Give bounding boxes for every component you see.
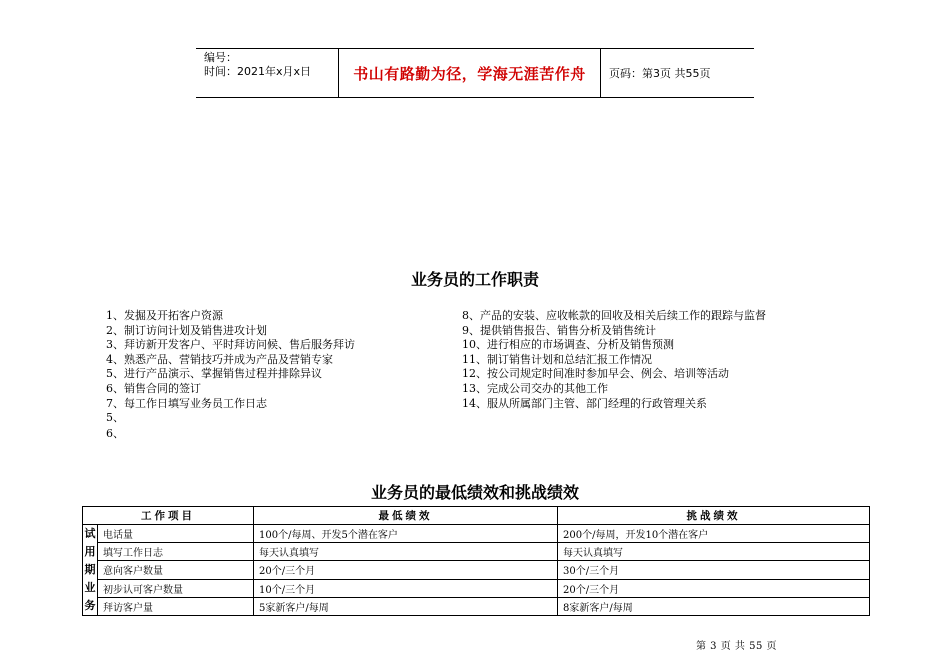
header-info <box>196 49 339 97</box>
group-label-char: 务 <box>84 599 96 612</box>
group-label <box>83 525 98 616</box>
cell-item: 填写工作日志 <box>98 543 254 561</box>
cell-min: 5家新客户/每周 <box>254 597 558 615</box>
performance-title: 业务员的最低绩效和挑战绩效 <box>370 483 579 502</box>
number-label: 编号： <box>204 51 237 64</box>
table-row <box>83 561 870 579</box>
performance-table <box>82 506 870 616</box>
table-row <box>83 543 870 561</box>
header-min-performance: 最低绩效 <box>254 507 558 525</box>
group-label-char: 业 <box>84 581 96 594</box>
duty-item: 8、产品的安装、应收帐款的回收及相关后续工作的跟踪与监督 <box>462 309 766 322</box>
table-row <box>83 579 870 597</box>
duties-right-list <box>462 309 766 411</box>
cell-challenge: 每天认真填写 <box>558 543 870 561</box>
cell-challenge: 8家新客户/每周 <box>558 597 870 615</box>
cell-item: 电话量 <box>98 525 254 543</box>
duty-item: 4、熟悉产品、营销技巧并成为产品及营销专家 <box>106 352 333 366</box>
group-label-char: 期 <box>84 563 96 576</box>
group-label-char: 试 <box>84 527 96 540</box>
table-row <box>83 525 870 543</box>
cell-min: 20个/三个月 <box>254 561 558 579</box>
header-motto: 书山有路勤为径，学海无涯苦作舟 <box>339 49 601 97</box>
duty-item: 5、 <box>106 411 124 425</box>
cell-item: 拜访客户量 <box>98 597 254 615</box>
duty-item: 5、进行产品演示、掌握销售过程并排除异议 <box>106 367 322 381</box>
duties-left-list <box>106 309 355 426</box>
duty-item: 7、每工作日填写业务员工作日志 <box>106 396 267 410</box>
duty-item: 14、服从所属部门主管、部门经理的行政管理关系 <box>462 396 707 410</box>
header-work-item: 工作项目 <box>83 507 254 525</box>
cell-challenge: 200个/每周，开发10个潜在客户 <box>558 525 870 543</box>
header-challenge-performance: 挑战绩效 <box>558 507 870 525</box>
header-page-code: 页码：第3页 共55页 <box>609 67 711 80</box>
cell-challenge: 20个/三个月 <box>558 579 870 597</box>
table-row <box>83 597 870 615</box>
duty-item: 13、完成公司交办的其他工作 <box>462 381 608 395</box>
page-header <box>196 48 754 98</box>
duty-item: 12、按公司规定时间准时参加早会、例会、培训等活动 <box>462 367 729 381</box>
duty-item: 3、拜访新开发客户、平时拜访问候、售后服务拜访 <box>106 338 355 352</box>
table-header-row <box>83 507 870 525</box>
clipped-duty: 6、 <box>106 427 124 440</box>
duty-item: 6、销售合同的签订 <box>106 381 201 395</box>
page-footer: 第 3 页 共 55 页 <box>696 641 777 652</box>
time-label: 时间：2021年x月x日 <box>204 65 312 78</box>
duty-item: 10、进行相应的市场调查、分析及销售预测 <box>462 338 674 352</box>
duty-item: 9、提供销售报告、销售分析及销售统计 <box>462 323 656 337</box>
duty-item: 2、制订访问计划及销售进攻计划 <box>106 323 267 337</box>
duty-item: 11、制订销售计划和总结汇报工作情况 <box>462 352 652 366</box>
cell-min: 每天认真填写 <box>254 543 558 561</box>
duty-item: 1、发掘及开拓客户资源 <box>106 309 223 322</box>
cell-item: 意向客户数量 <box>98 561 254 579</box>
group-label-char: 用 <box>84 545 96 558</box>
cell-min: 10个/三个月 <box>254 579 558 597</box>
cell-challenge: 30个/三个月 <box>558 561 870 579</box>
cell-item: 初步认可客户数量 <box>98 579 254 597</box>
duties-title: 业务员的工作职责 <box>410 270 539 289</box>
cell-min: 100个/每周、开发5个潜在客户 <box>254 525 558 543</box>
